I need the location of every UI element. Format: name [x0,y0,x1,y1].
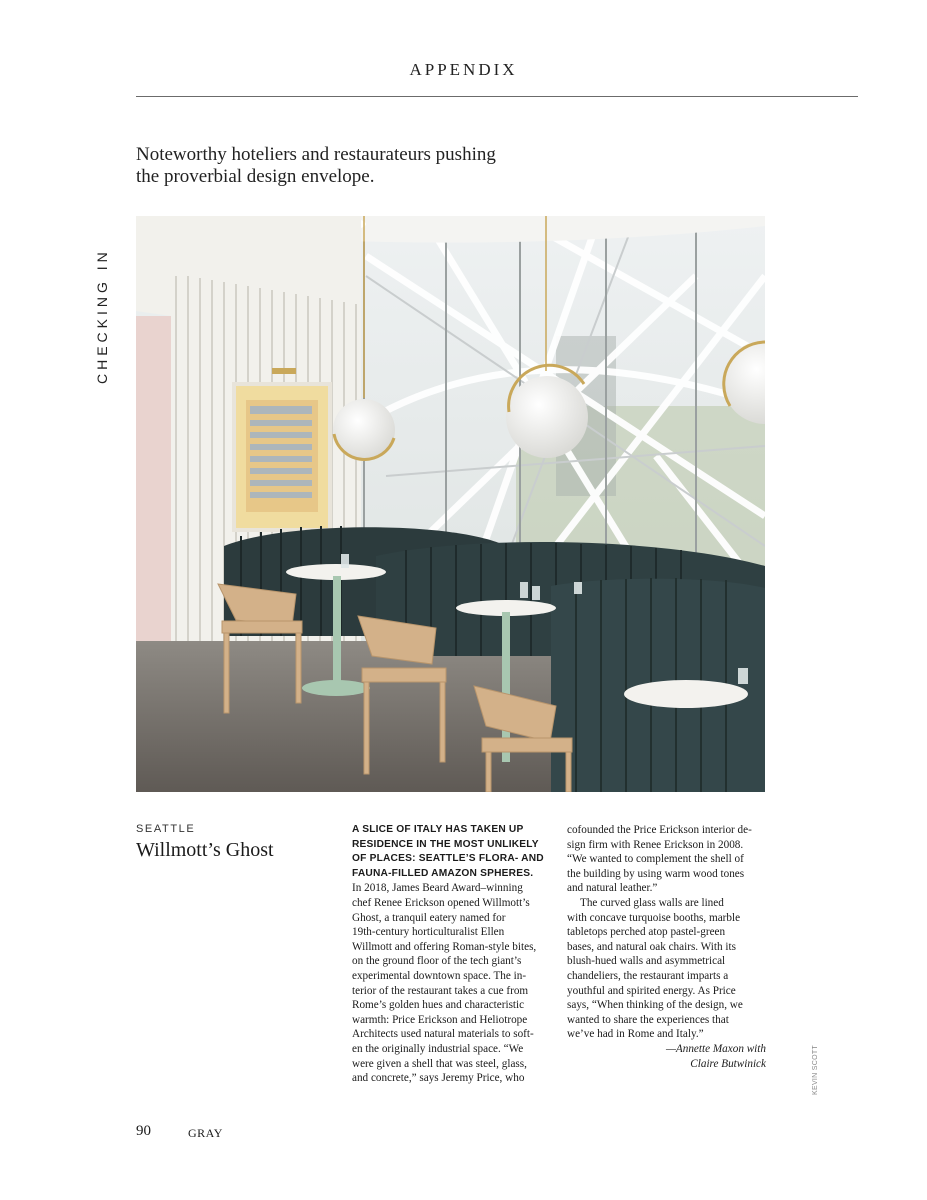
body-line: 19th-century horticulturalist Ellen [352,926,505,939]
body-line: terior of the restaurant takes a cue from [352,984,529,997]
restaurant-interior-photo [136,216,765,792]
lede-line: FAUNA-FILLED AMAZON SPHERES. [352,867,534,879]
body-line: cofounded the Price Erickson interior de- [567,824,752,836]
body-line: Architects used natural materials to soft- [352,1028,534,1041]
body-line: Willmott and offering Roman-style bites, [352,940,537,953]
body-line: youthful and spirited energy. As Price [567,984,736,997]
article-column-1 [352,823,552,1086]
body-line: tabletops perched atop pastel-green [567,926,726,939]
magazine-name: GRAY [188,1126,223,1140]
body-line: warmth: Price Erickson and Heliotrope [352,1013,528,1026]
body-line: “We wanted to complement the shell of [567,853,744,866]
body-line: and natural leather.” [567,882,658,895]
byline: —Annette Maxon with [665,1042,766,1055]
page-number: 90 [136,1123,151,1139]
section-side-label: CHECKING IN [94,248,110,384]
body-line: wanted to share the experiences that [567,1013,729,1026]
intro-line: Noteworthy hoteliers and restaurateurs pushing [136,144,496,165]
body-line: The curved glass walls are lined [580,896,724,909]
lede-line: OF PLACES: SEATTLE’S FLORA- AND [352,853,544,865]
header-divider [136,96,858,97]
intro-line: the proverbial design envelope. [136,166,375,187]
intro-deck [136,144,536,188]
body-line: blush-hued walls and asymmetrical [567,955,726,968]
venue-title: Willmott’s Ghost [136,839,274,861]
lede-line: A SLICE OF ITALY HAS TAKEN UP [352,824,524,835]
body-line: were given a shell that was steel, glass, [352,1057,527,1070]
body-line: en the originally industrial space. “We [352,1042,524,1055]
body-line: chef Renee Erickson opened Willmott’s [352,896,530,909]
city-label: SEATTLE [136,823,196,835]
body-line: the building by using warm wood tones [567,867,745,880]
lede-line: RESIDENCE IN THE MOST UNLIKELY [352,838,539,850]
body-line: Ghost, a tranquil eatery named for [352,911,506,924]
body-line: experimental downtown space. The in- [352,969,527,982]
body-line: In 2018, James Beard Award–winning [352,882,523,895]
section-header: APPENDIX [409,60,518,79]
body-line: chandeliers, the restaurant imparts a [567,969,729,982]
byline: Claire Butwinick [690,1057,766,1070]
body-line: on the ground floor of the tech giant’s [352,955,522,968]
body-line: sign firm with Renee Erickson in 2008. [567,838,744,851]
photo-credit: KEVIN SCOTT [812,1045,819,1095]
body-line: says, “When thinking of the design, we [567,999,743,1012]
article-column-2 [567,823,767,1071]
body-line: we’ve had in Rome and Italy.” [567,1028,704,1041]
body-line: and concrete,” says Jeremy Price, who [352,1072,525,1085]
body-line: bases, and natural oak chairs. With its [567,940,736,953]
body-line: Rome’s golden hues and characteristic [352,999,525,1012]
body-line: with concave turquoise booths, marble [567,911,741,924]
